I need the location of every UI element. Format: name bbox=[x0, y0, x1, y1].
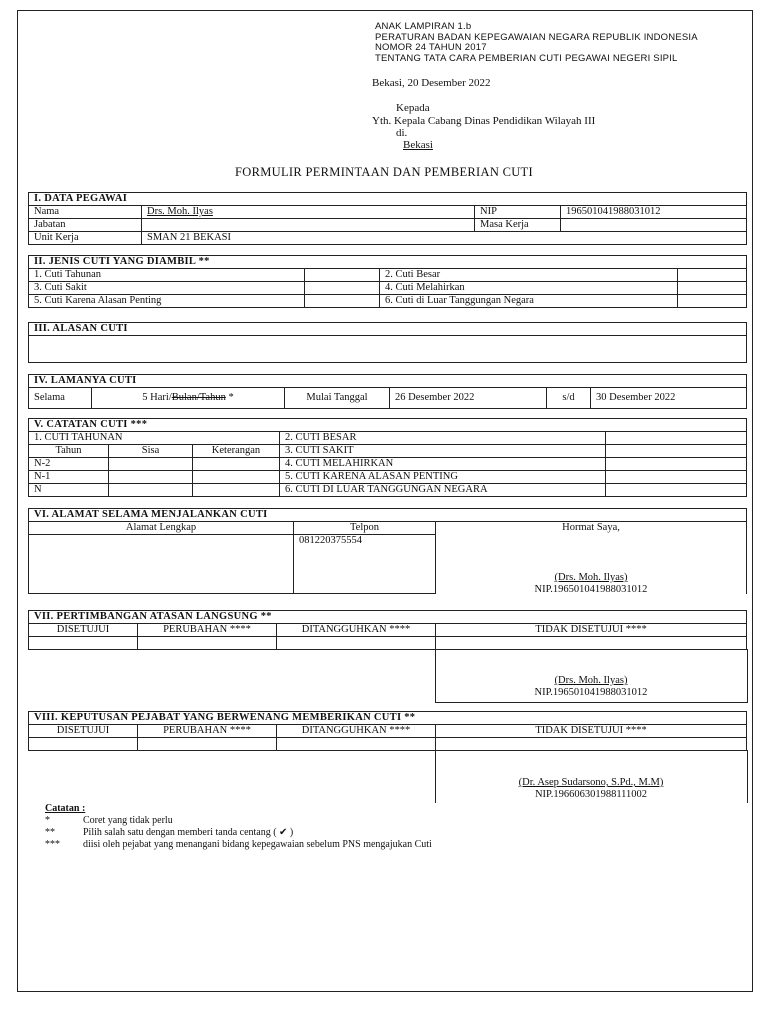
leave-record-label: 5. CUTI KARENA ALASAN PENTING bbox=[280, 471, 606, 484]
col-ditangguhkan: DITANGGUHKAN **** bbox=[277, 725, 436, 738]
duration-struck-units: Bulan/Tahun bbox=[171, 392, 226, 403]
leave-type-check[interactable] bbox=[305, 269, 380, 282]
place-date: Bekasi, 20 Desember 2022 bbox=[372, 77, 491, 89]
section-title: VII. PERTIMBANGAN ATASAN LANGSUNG ** bbox=[29, 611, 747, 624]
header-line: NOMOR 24 TAHUN 2017 bbox=[375, 42, 487, 53]
regulation-header bbox=[375, 22, 698, 64]
signatory-nip: NIP.196501041988031012 bbox=[534, 584, 648, 595]
section-title: III. ALASAN CUTI bbox=[29, 323, 747, 336]
section-catatan-cuti bbox=[28, 418, 747, 497]
perubahan-field[interactable] bbox=[138, 637, 277, 650]
cuti-tahunan-label: 1. CUTI TAHUNAN bbox=[29, 432, 280, 445]
note-mark: ** bbox=[45, 827, 55, 838]
signatory-nip: NIP.196606301988111002 bbox=[534, 789, 648, 800]
leave-type-label: 3. Cuti Sakit bbox=[29, 282, 305, 295]
section-title: II. JENIS CUTI YANG DIAMBIL ** bbox=[29, 256, 747, 269]
year-label: N-1 bbox=[29, 471, 109, 484]
duration-field[interactable] bbox=[92, 388, 285, 409]
duration-mark: * bbox=[225, 392, 234, 403]
tidak-disetujui-field[interactable] bbox=[436, 738, 747, 751]
col-disetujui: DISETUJUI bbox=[29, 725, 138, 738]
col-perubahan: PERUBAHAN **** bbox=[138, 624, 277, 637]
perubahan-field[interactable] bbox=[138, 738, 277, 751]
duration-unit: Hari/ bbox=[150, 392, 172, 403]
leave-record-label: 4. CUTI MELAHIRKAN bbox=[280, 458, 606, 471]
sisa-field[interactable] bbox=[109, 471, 193, 484]
nama-field[interactable]: Drs. Moh. Ilyas bbox=[142, 206, 475, 219]
keterangan-field[interactable] bbox=[193, 458, 280, 471]
year-label: N bbox=[29, 484, 109, 497]
section-title: I. DATA PEGAWAI bbox=[29, 193, 747, 206]
form-title: FORMULIR PERMINTAAN DAN PEMBERIAN CUTI bbox=[235, 165, 533, 179]
leave-type-label: 5. Cuti Karena Alasan Penting bbox=[29, 295, 305, 308]
leave-record-field[interactable] bbox=[606, 471, 747, 484]
disetujui-field[interactable] bbox=[29, 637, 138, 650]
note-text: Pilih salah satu dengan memberi tanda centang ( ✔ ) bbox=[83, 827, 294, 838]
leave-record-label: 2. CUTI BESAR bbox=[280, 432, 606, 445]
ditangguhkan-field[interactable] bbox=[277, 637, 436, 650]
sampai-field[interactable]: 30 Desember 2022 bbox=[591, 388, 747, 409]
section-keputusan bbox=[28, 711, 747, 751]
header-line: ANAK LAMPIRAN 1.b bbox=[375, 21, 472, 32]
notes-title: Catatan : bbox=[45, 803, 86, 814]
section-alasan-cuti bbox=[28, 322, 747, 363]
masa-kerja-label: Masa Kerja bbox=[475, 219, 561, 232]
tidak-disetujui-field[interactable] bbox=[436, 637, 747, 650]
leave-record-field[interactable] bbox=[606, 458, 747, 471]
alamat-label: Alamat Lengkap bbox=[29, 522, 294, 535]
header-line: TENTANG TATA CARA PEMBERIAN CUTI PEGAWAI NEGERI SIPIL bbox=[375, 52, 678, 64]
leave-type-check[interactable] bbox=[305, 282, 380, 295]
ditangguhkan-field[interactable] bbox=[277, 738, 436, 751]
recipient-kepada: Kepada bbox=[396, 102, 430, 114]
section-data-pegawai bbox=[28, 192, 747, 245]
section-title: IV. LAMANYA CUTI bbox=[29, 375, 747, 388]
col-keterangan: Keterangan bbox=[193, 445, 280, 458]
keterangan-field[interactable] bbox=[193, 484, 280, 497]
section-title: VI. ALAMAT SELAMA MENJALANKAN CUTI bbox=[29, 509, 747, 522]
sisa-field[interactable] bbox=[109, 458, 193, 471]
mulai-label: Mulai Tanggal bbox=[285, 388, 390, 409]
col-disetujui: DISETUJUI bbox=[29, 624, 138, 637]
selama-label: Selama bbox=[29, 388, 92, 409]
jabatan-field[interactable] bbox=[142, 219, 475, 232]
telpon-label: Telpon bbox=[294, 522, 436, 535]
recipient-di: di. bbox=[396, 127, 408, 139]
leave-type-check[interactable] bbox=[678, 269, 747, 282]
signatory-name: (Dr. Asep Sudarsono, S.Pd., M.M) bbox=[518, 777, 664, 788]
leave-type-check[interactable] bbox=[305, 295, 380, 308]
applicant-signature-block bbox=[436, 572, 746, 596]
recipient-title: Yth. Kepala Cabang Dinas Pendidikan Wilayah III bbox=[372, 115, 596, 127]
leave-type-label: 1. Cuti Tahunan bbox=[29, 269, 305, 282]
section-pertimbangan bbox=[28, 610, 747, 650]
mulai-field[interactable]: 26 Desember 2022 bbox=[390, 388, 547, 409]
hormat-saya: Hormat Saya, bbox=[562, 522, 620, 533]
nip-field[interactable]: 196501041988031012 bbox=[561, 206, 747, 219]
sisa-field[interactable] bbox=[109, 484, 193, 497]
unit-kerja-field[interactable]: SMAN 21 BEKASI bbox=[142, 232, 747, 245]
col-sisa: Sisa bbox=[109, 445, 193, 458]
leave-type-label: 6. Cuti di Luar Tanggungan Negara bbox=[380, 295, 678, 308]
col-tidak-disetujui: TIDAK DISETUJUI **** bbox=[436, 624, 747, 637]
leave-type-check[interactable] bbox=[678, 282, 747, 295]
unit-kerja-label: Unit Kerja bbox=[29, 232, 142, 245]
col-tidak-disetujui: TIDAK DISETUJUI **** bbox=[436, 725, 747, 738]
supervisor-signature-block bbox=[436, 675, 746, 699]
disetujui-field[interactable] bbox=[29, 738, 138, 751]
signatory-name: (Drs. Moh. Ilyas) bbox=[554, 572, 628, 583]
masa-kerja-field[interactable] bbox=[561, 219, 747, 232]
note-mark: *** bbox=[45, 839, 60, 850]
year-label: N-2 bbox=[29, 458, 109, 471]
leave-record-field[interactable] bbox=[606, 484, 747, 497]
sd-label: s/d bbox=[547, 388, 591, 409]
duration-number: 5 bbox=[142, 392, 148, 403]
leave-record-field[interactable] bbox=[606, 432, 747, 445]
notes bbox=[45, 803, 432, 851]
section-lamanya-cuti bbox=[28, 374, 747, 409]
col-ditangguhkan: DITANGGUHKAN **** bbox=[277, 624, 436, 637]
col-perubahan: PERUBAHAN **** bbox=[138, 725, 277, 738]
leave-record-label: 3. CUTI SAKIT bbox=[280, 445, 606, 458]
col-tahun: Tahun bbox=[29, 445, 109, 458]
note-item bbox=[45, 815, 432, 827]
signatory-nip: NIP.196501041988031012 bbox=[534, 687, 648, 698]
note-item bbox=[45, 839, 432, 851]
jabatan-label: Jabatan bbox=[29, 219, 142, 232]
header-line: PERATURAN BADAN KEPEGAWAIAN NEGARA REPUBLIK INDONESIA bbox=[375, 31, 698, 43]
nip-label: NIP bbox=[475, 206, 561, 219]
note-mark: * bbox=[45, 815, 50, 826]
nama-label: Nama bbox=[29, 206, 142, 219]
note-text: Coret yang tidak perlu bbox=[83, 815, 173, 826]
note-item bbox=[45, 827, 432, 839]
leave-record-label: 6. CUTI DI LUAR TANGGUNGAN NEGARA bbox=[280, 484, 606, 497]
alamat-field[interactable] bbox=[29, 535, 294, 594]
leave-type-label: 2. Cuti Besar bbox=[380, 269, 678, 282]
keterangan-field[interactable] bbox=[193, 471, 280, 484]
alasan-field[interactable] bbox=[29, 336, 747, 363]
signatory-name: (Drs. Moh. Ilyas) bbox=[554, 675, 628, 686]
leave-type-check[interactable] bbox=[678, 295, 747, 308]
recipient-city: Bekasi bbox=[403, 139, 433, 151]
section-title: V. CATATAN CUTI *** bbox=[29, 419, 747, 432]
leave-type-label: 4. Cuti Melahirkan bbox=[380, 282, 678, 295]
official-signature-block bbox=[436, 777, 746, 801]
telpon-field[interactable]: 081220375554 bbox=[294, 535, 436, 594]
section-title: VIII. KEPUTUSAN PEJABAT YANG BERWENANG MEMBERIKAN CUTI ** bbox=[29, 712, 747, 725]
section-jenis-cuti bbox=[28, 255, 747, 308]
leave-record-field[interactable] bbox=[606, 445, 747, 458]
note-text: diisi oleh pejabat yang menangani bidang kepegawaian sebelum PNS mengajukan Cuti bbox=[83, 839, 432, 850]
